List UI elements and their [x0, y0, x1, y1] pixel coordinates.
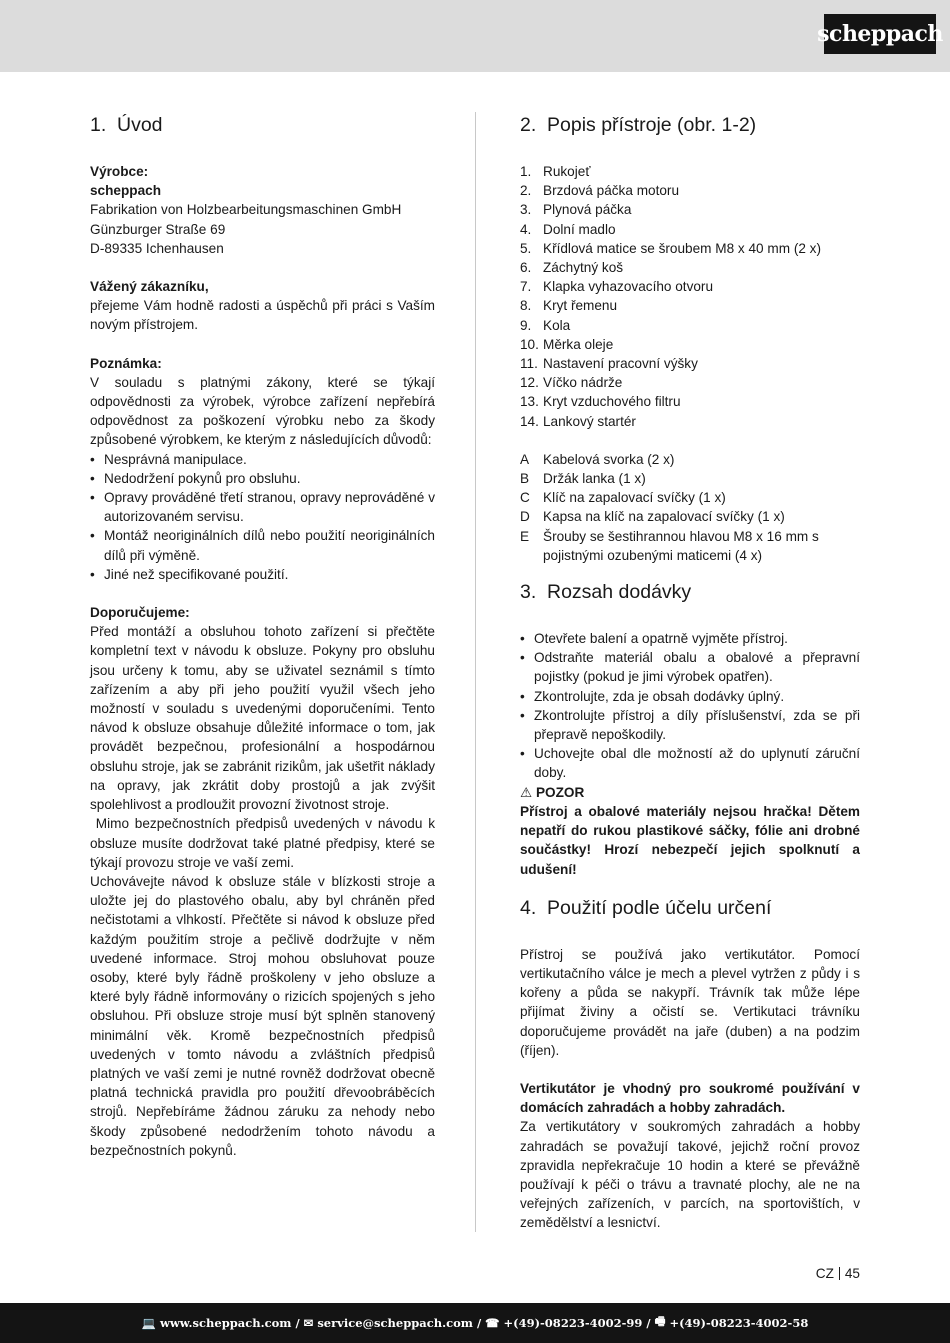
item-text: Klíč na zapalovací svíčky (1 x)	[543, 490, 726, 506]
item-text: Víčko nádrže	[543, 375, 623, 391]
note-list	[90, 450, 435, 584]
item-text: Šrouby se šestihrannou hlavou M8 x 16 mm s pojistnými ozubenými maticemi (4 x)	[543, 528, 819, 563]
item-number: 4.	[520, 221, 532, 237]
item-number: 6.	[520, 260, 532, 276]
list-item	[520, 277, 860, 296]
item-text: Kryt vzduchového filtru	[543, 394, 681, 410]
item-number: 3.	[520, 202, 532, 218]
item-number: 12.	[520, 375, 539, 391]
item-number: 1.	[520, 164, 532, 179]
list-item: • Montáž neoriginálních dílů nebo použití neoriginálních dílů při výměně.	[90, 526, 435, 564]
list-item: • Uchovejte obal dle možností až do uplynutí záruční doby.	[520, 744, 860, 782]
greeting-text: přejeme Vám hodně radosti a úspěchů při práci s Vaším novým přístrojem.	[90, 298, 435, 333]
item-number: B	[520, 471, 530, 487]
list-item	[520, 220, 860, 239]
accessories-list	[520, 450, 860, 565]
item-number: 8.	[520, 298, 532, 314]
item-number: 9.	[520, 317, 532, 333]
item-text: Měrka oleje	[543, 336, 614, 352]
address-line: Fabrikation von Holzbearbeitungsmaschinen GmbH	[90, 202, 402, 218]
note-label: Poznámka:	[90, 355, 162, 371]
address-line: D-89335 Ichenhausen	[90, 240, 224, 256]
footer-bar: 💻 www.scheppach.com / ✉ service@scheppach.com / ☎ +(49)-08223-4002-99 / 🖷 +(49)-08223-4002-58	[0, 1303, 950, 1343]
footer-email[interactable]: service@scheppach.com	[317, 1316, 473, 1330]
list-item: • Odstraňte materiál obalu a obalové a přepravní pojistky (pokud je jimi výrobek opatřen).	[520, 648, 860, 686]
greeting-label: Vážený zákazníku,	[90, 279, 209, 295]
list-item	[520, 258, 860, 277]
list-item	[520, 527, 860, 565]
item-number: 14.	[520, 413, 539, 429]
footer-phone: +(49)-08223-4002-99	[503, 1316, 643, 1330]
item-text: Kabelová svorka (2 x)	[543, 451, 675, 467]
item-text: Křídlová matice se šroubem M8 x 40 mm (2 x)	[543, 240, 822, 256]
item-number: C	[520, 490, 530, 506]
item-text: Držák lanka (1 x)	[543, 471, 646, 487]
recommend-paragraph: Před montáží a obsluhou tohoto zařízení si přečtěte kompletní text v návodu k obsluze. Pokyny pro obsluhu jsou určeny k tomu, aby se uživatel seznámil s tímto zařízením a aby při jeho použití využil všech jeho možností v souladu s uvedenými doporučeními. Tento návod k obsluze obsahuje důležité informace o tom, jak provádět bezpečnou, profesionální a hospodárnou obsluhu stroje, jak se zabránit rizikům, jak ušetřit náklady na opravy, jak zkrátit doby prostojů a jak zvýšit spolehlivost a prodloužit provozní životnost stroje.	[90, 624, 435, 813]
manufacturer-block	[90, 162, 435, 258]
list-item: • Jiné než specifikované použití.	[90, 565, 435, 584]
item-number: 5.	[520, 240, 532, 256]
usage-bold-paragraph: Vertikutátor je vhodný pro soukromé používání v domácích zahradách a hobby zahradách.	[520, 1080, 860, 1116]
list-item: • Nedodržení pokynů pro obsluhu.	[90, 469, 435, 488]
section-title-delivery: 3. Rozsah dodávky	[520, 581, 692, 604]
delivery-list	[520, 629, 860, 783]
greeting-block	[90, 277, 435, 335]
footer-website[interactable]: www.scheppach.com	[160, 1316, 292, 1330]
item-number: 7.	[520, 279, 532, 295]
scheppach-logo: scheppach	[824, 14, 936, 54]
item-text: Kola	[543, 317, 571, 333]
note-block	[90, 354, 435, 584]
address-line: Günzburger Straße 69	[90, 221, 226, 237]
left-column	[90, 112, 439, 1160]
list-item	[520, 239, 860, 258]
item-text: Kapsa na klíč na zapalovací svíčky (1 x)	[543, 509, 785, 525]
manufacturer-name: scheppach	[90, 183, 162, 199]
item-text: Lankový startér	[543, 413, 636, 429]
item-number: 13.	[520, 394, 539, 410]
item-text: Rukojeť	[543, 164, 591, 179]
usage-paragraph: Přístroj se používá jako vertikutátor. Pomocí vertikutačního válce je mech a plevel vytržen z půdy i s kořeny a půda se nakypří. Trávník tak může lépe přijímat živiny a očistí se. Vertikutaci trávníku doporučujeme provádět na jaře (duben) a na podzim (říjen).	[520, 946, 860, 1058]
parts-list	[520, 162, 860, 431]
list-item	[520, 373, 860, 392]
note-text: V souladu s platnými zákony, které se týkají odpovědnosti za výrobek, výrobce zařízení nepřebírá odpovědnost za poškození výrobku nebo za škody způsobené výrobkem, ke kterým z následujících důvodů:	[90, 374, 435, 448]
page-separator	[839, 1267, 840, 1280]
recommend-paragraph: Mimo bezpečnostních předpisů uvedených v návodu k obsluze musíte dodržovat také platné předpisy, které se týkají provozu stroje ve vaší zemi.	[90, 816, 439, 870]
recommend-block	[90, 603, 439, 1160]
section-title-intro: 1. Úvod	[90, 114, 163, 136]
footer-fax: +(49)-08223-4002-58	[669, 1316, 809, 1330]
list-item: • Nesprávná manipulace.	[90, 450, 435, 469]
list-item	[520, 469, 860, 488]
list-item	[520, 335, 860, 354]
list-item	[520, 412, 860, 431]
item-number: 11.	[520, 356, 538, 372]
computer-icon: 💻	[141, 1316, 156, 1330]
right-column	[520, 112, 860, 1233]
item-number: 10.	[520, 336, 539, 352]
list-item	[520, 200, 860, 219]
fax-icon: 🖷	[654, 1313, 666, 1328]
usage-paragraph: Za vertikutátory v soukromých zahradách a hobby zahradách se považují takové, jejichž roční provoz zpravidla nepřekračuje 10 hodin a které se převážně používají k péči o trávu a travnaté plochy, ale ne na veřejných zařízeních, v parcích, na sportovištích, v zemědělství a lesnictví.	[520, 1119, 860, 1231]
section-title-usage: 4. Použití podle účelu určení	[520, 896, 772, 919]
recommend-paragraph: Uchovávejte návod k obsluze stále v blízkosti stroje a uložte jej do plastového obalu, aby byl chráněn před nečistotami a vlhkostí. Přečtěte si návod k obsluze před každým použitím stroje a pečlivě dodržujte v něm uvedené informace. Stroj mohou obsluhovat pouze osoby, které byly řádně proškoleny v jeho obsluze a které byly řádně informovány o rizicích spojených s jeho obsluhou. Při obsluze stroje musí být splněn stanovený minimální věk. Kromě bezpečnostních předpisů uvedených v tomto návodu a zvláštních předpisů platných ve vaší zemi je nutné rovněž dodržovat obecně platná technická pravidla pro použití dřevoobráběcích strojů. Nepřebíráme žádnou záruku za nehody nebo škody způsobené nedodržením tohoto návodu a bezpečnostních pokynů.	[90, 873, 435, 1158]
recommend-label: Doporučujeme:	[90, 605, 190, 621]
item-text: Nastavení pracovní výšky	[543, 356, 698, 372]
list-item	[520, 181, 860, 200]
warning-triangle-icon: ⚠	[520, 784, 533, 800]
manufacturer-label: Výrobce:	[90, 164, 149, 179]
item-number: 2.	[520, 183, 532, 199]
list-item	[520, 296, 860, 315]
warning-title: ⚠ POZOR	[520, 784, 585, 800]
page-number: CZ 45	[815, 1266, 860, 1281]
list-item: • Zkontrolujte, zda je obsah dodávky úplný.	[520, 687, 860, 706]
list-item	[520, 316, 860, 335]
item-text: Záchytný koš	[543, 260, 624, 276]
item-number: E	[520, 528, 530, 544]
item-text: Dolní madlo	[543, 221, 616, 237]
list-item: • Opravy prováděné třetí stranou, opravy neprováděné v autorizovaném servisu.	[90, 488, 435, 526]
list-item	[520, 450, 860, 469]
column-divider	[475, 112, 476, 1232]
section-title-description: 2. Popis přístroje (obr. 1-2)	[520, 114, 757, 136]
item-number: A	[520, 451, 530, 467]
item-text: Brzdová páčka motoru	[543, 183, 680, 199]
list-item	[520, 488, 860, 507]
list-item: • Zkontrolujte přístroj a díly příslušenství, zda se při přepravě nepoškodily.	[520, 706, 860, 744]
list-item	[520, 392, 860, 411]
list-item	[520, 354, 860, 373]
item-number: D	[520, 509, 530, 525]
list-item	[520, 162, 860, 181]
item-text: Plynová páčka	[543, 202, 632, 218]
list-item: • Otevřete balení a opatrně vyjměte přístroj.	[520, 629, 860, 648]
item-text: Kryt řemenu	[543, 298, 618, 314]
header-bar	[0, 0, 950, 72]
list-item	[520, 507, 860, 526]
item-text: Klapka vyhazovacího otvoru	[543, 279, 714, 295]
warning-block	[520, 783, 860, 879]
warning-text: Přístroj a obalové materiály nejsou hračka! Dětem nepatří do rukou plastikové sáčky, fólie ani drobné součástky! Hrozí nebezpečí jejich spolknutí a udušení!	[520, 803, 860, 877]
mail-icon: ✉	[303, 1316, 314, 1330]
phone-icon: ☎	[485, 1316, 500, 1330]
